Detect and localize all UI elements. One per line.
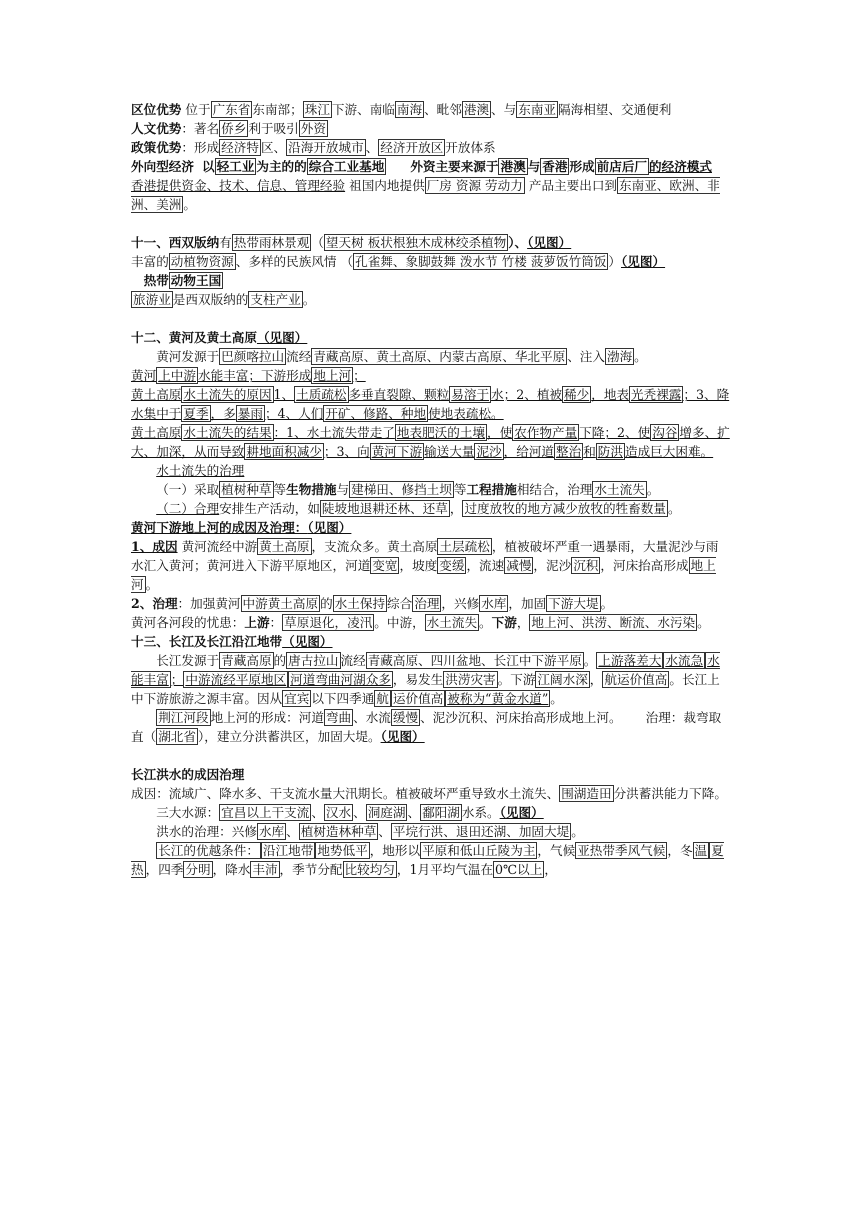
text: 、	[311, 805, 324, 820]
answer-box: 巴颜喀拉山	[221, 349, 285, 364]
section-heading: 十二、黄河及黄土高原	[131, 330, 257, 345]
text: ，四季	[145, 862, 184, 877]
answer-box: 航运价值高	[604, 672, 668, 687]
text: 等	[453, 482, 467, 497]
text: （二）合理	[156, 501, 220, 516]
answer-box: 宜宾	[284, 691, 310, 706]
text: 、	[286, 824, 299, 839]
answer-box: 治理	[414, 596, 440, 611]
answer-box: 渤海	[606, 349, 633, 364]
answer-box: 热带雨林景观	[233, 235, 310, 250]
text: 外资主要来源于	[410, 159, 499, 174]
text: ，1月平均气温在	[396, 862, 494, 877]
answer-box: 唐古拉山	[288, 653, 339, 668]
text: ）	[608, 254, 621, 269]
text: ，坡度	[399, 558, 438, 573]
answer-box: 沉积	[573, 558, 599, 573]
answer-box: 比较均匀	[344, 862, 395, 877]
text: 的经济模式	[649, 159, 712, 174]
text: 、泥沙沉积、河床抬高形成地上河。	[420, 710, 622, 725]
answer-box: 动物王国	[170, 273, 222, 288]
text: 治理：裁弯取直（	[131, 710, 722, 744]
answer-box: 农作物产量	[514, 425, 578, 440]
suspended-river-control-paragraph	[131, 594, 731, 613]
answer-box: 综合工业基地	[308, 159, 385, 174]
answer-box: 下游大堤	[548, 596, 599, 611]
text: ），建立分洪蓄洪区，加固大堤。	[197, 729, 381, 744]
text: 相结合，治理	[516, 482, 593, 497]
erosion-result-paragraph	[131, 423, 731, 461]
see-figure-link[interactable]: （见图）	[282, 634, 333, 649]
text: 。	[550, 691, 563, 706]
text: 是西双版纳的	[172, 292, 249, 307]
answer-box: 变宽	[372, 558, 398, 573]
text: ：形成	[181, 140, 220, 155]
text: ，兴修	[441, 596, 480, 611]
answer-box: 外资	[300, 121, 326, 136]
text: 下游、南临	[331, 102, 395, 117]
text: 造成巨大困难。	[624, 444, 714, 459]
text: 为主的的	[256, 159, 307, 174]
text: 、多样的民族风情 （	[235, 254, 354, 269]
answer-box: 港澳	[463, 102, 490, 117]
culture-advantage-paragraph	[131, 119, 731, 138]
answer-box: 沿江地带	[262, 843, 314, 858]
answer-box: 水流急	[665, 653, 704, 668]
answer-box: 港澳	[500, 159, 526, 174]
answer-box: 草原退化，凌汛	[284, 615, 373, 630]
answer-box: 水土保持	[334, 596, 386, 611]
text: ，季节分配	[279, 862, 343, 877]
section-heading: 十一、西双版纳	[131, 235, 220, 250]
xishuangbanna-paragraph	[131, 233, 731, 252]
text: 黄河发源于	[156, 349, 220, 364]
answer-box: 水能丰富	[131, 653, 720, 687]
text: 与	[527, 159, 541, 174]
answer-box: 地上河	[131, 558, 716, 592]
text: 。	[634, 349, 647, 364]
answer-box: 光秃裸露	[631, 387, 682, 402]
erosion-cause-paragraph	[131, 385, 731, 423]
text: （	[311, 235, 324, 250]
text: ：加强黄河	[177, 596, 241, 611]
answer-box: 耕地面积减少	[246, 444, 322, 459]
answer-box: 黄河下游	[371, 444, 423, 459]
yellow-river-hydro-paragraph	[131, 366, 731, 385]
answer-box: 动植物资源	[170, 254, 234, 269]
location-advantage-paragraph	[131, 100, 731, 119]
text: 热带	[143, 273, 169, 288]
answer-box: 地势低平	[317, 843, 368, 858]
text: 水系。	[461, 805, 500, 820]
text: 分洪蓄洪能力下降。	[613, 786, 727, 801]
text: 流经	[340, 653, 366, 668]
answer-box: 长江的优越条件：	[158, 843, 259, 858]
answer-box: 夏热	[131, 843, 724, 877]
text: 香港提供资金、技术、信息、管理经验	[131, 178, 346, 193]
text: （一）采取	[156, 482, 220, 497]
answer-box: 青藏高原	[221, 653, 272, 668]
answer-box: 地上河	[313, 368, 352, 383]
text: ；4、人们	[264, 406, 324, 421]
text: 位于	[185, 102, 211, 117]
text: 下游	[491, 615, 517, 630]
text: 、与	[491, 102, 517, 117]
text: 。长江上中下游旅游之源丰富。因从	[131, 672, 720, 706]
text: 输送大量	[424, 444, 475, 459]
text: 流经	[286, 349, 312, 364]
answer-box: 稀少	[564, 387, 590, 402]
text: 。	[667, 501, 681, 516]
text: 东南部；	[252, 102, 303, 117]
answer-box: 经济开放区	[380, 140, 444, 155]
answer-box: 暴雨	[237, 406, 263, 421]
answer-box: 旅游业	[133, 292, 171, 307]
answer-box: 荆江河段	[158, 710, 209, 725]
text: 。	[479, 615, 492, 630]
flood-heading: 长江洪水的成因治理	[131, 767, 245, 782]
answer-box: 温	[694, 843, 708, 858]
tourism-paragraph	[131, 290, 731, 309]
answer-box: 黄土高原	[259, 539, 310, 554]
control-measure-2	[131, 499, 731, 518]
answer-box: 围湖造田	[561, 786, 612, 801]
heading: 人文优势	[131, 121, 182, 136]
text: 2、治理	[131, 596, 178, 611]
answer-box: 水土流失	[426, 615, 478, 630]
answer-box: 地表肥沃的土壤	[396, 425, 486, 440]
text: 工程措施	[466, 482, 517, 497]
text: 生物措施	[286, 482, 337, 497]
text: 、水流	[353, 710, 391, 725]
xishuangbanna-culture-paragraph	[131, 252, 731, 271]
text: 开放体系	[445, 140, 496, 155]
text: 增多、扩大、加深，从而导致	[131, 425, 730, 459]
answer-box: 防洪	[597, 444, 623, 459]
text: 丰富的	[131, 254, 169, 269]
answer-box: 洞庭湖	[367, 805, 406, 820]
flood-cause-paragraph	[131, 784, 731, 803]
text: 、注入	[567, 349, 605, 364]
answer-box: 丰沛	[252, 862, 278, 877]
water-sources-paragraph	[131, 803, 731, 822]
text: ，	[589, 672, 603, 687]
text: 水；2、植被	[491, 387, 563, 402]
answer-box: 亚热带季风气候	[577, 843, 666, 858]
answer-box: 中游流经平原地区	[185, 672, 287, 687]
answer-box: 水土流失的原因	[183, 387, 272, 402]
text: 。下游	[497, 672, 536, 687]
text: 1、成因	[131, 539, 178, 554]
text: 隔海相望、交通便利	[558, 102, 672, 117]
see-figure-link[interactable]: （见图）	[499, 805, 544, 820]
jingjiang-paragraph	[131, 708, 731, 746]
see-figure-link[interactable]: （见图）	[256, 330, 308, 345]
answer-box: 开矿、修路、种地	[325, 406, 427, 421]
yangtze-source-paragraph	[131, 651, 731, 708]
text: 黄土高原	[131, 387, 182, 402]
text: 黄河下游地上河的成因及治理：	[131, 520, 308, 535]
text: 、毗邻	[424, 102, 462, 117]
text: 等	[273, 482, 287, 497]
heading: 外向型经济	[131, 159, 194, 174]
text: 黄河	[131, 368, 157, 383]
suspended-river-heading	[131, 518, 731, 537]
text: ，地形以	[369, 843, 421, 858]
text: 。	[302, 292, 316, 307]
text: 上游	[244, 615, 270, 630]
answer-box: 支柱产业	[250, 292, 301, 307]
text: 洪水的治理：兴修	[156, 824, 257, 839]
text: 。	[697, 615, 710, 630]
answer-box: 厂房 资源 劳动力	[426, 178, 523, 193]
text: 。	[183, 197, 196, 212]
text: ，	[516, 615, 530, 630]
answer-box: 平垸行洪、退田还湖、加固大堤	[392, 824, 570, 839]
advantages-paragraph	[131, 841, 731, 879]
text: 水能丰富；下游形成	[197, 368, 312, 383]
answer-box: 土层疏松	[439, 539, 490, 554]
answer-box: 河道弯曲河湖众多	[290, 672, 391, 687]
answer-box: 植树造林种草	[300, 824, 377, 839]
section-heading: 十三、长江及长江沿江地带	[131, 634, 283, 649]
answer-box: 沟谷	[652, 425, 678, 440]
text: 以	[201, 159, 215, 174]
text: 区、	[260, 140, 287, 155]
answer-box: 0℃以上	[495, 862, 543, 877]
answer-box: 鄱阳湖	[422, 805, 460, 820]
answer-box: 水库	[258, 824, 285, 839]
text: ；	[353, 368, 366, 383]
yellow-river-source-paragraph	[131, 347, 731, 366]
answer-box: 缓慢	[392, 710, 419, 725]
text: ：1、水土流失带走了	[273, 425, 395, 440]
answer-box: 易溶于	[451, 387, 490, 402]
river-sections-paragraph	[131, 613, 731, 632]
answer-box: 湖北省	[158, 729, 196, 744]
text: 综合	[387, 596, 413, 611]
answer-box: 经济特	[221, 140, 259, 155]
answer-box: 运价值高	[392, 691, 444, 706]
answer-box: 东南亚、欧洲、非洲、美洲	[131, 178, 720, 212]
answer-box: 弯曲	[325, 710, 352, 725]
answer-box: 泥沙	[476, 444, 502, 459]
text: ，	[449, 501, 463, 516]
answer-box: 土质疏松	[296, 387, 347, 402]
text: ：	[269, 615, 283, 630]
answer-box: 过度放牧的地方减少放牧的牲畜数量	[464, 501, 666, 516]
text: 下降；2、使	[579, 425, 651, 440]
answer-box: 水库	[481, 596, 507, 611]
text: ，易发生	[392, 672, 444, 687]
see-figure-link[interactable]: （见图）	[621, 254, 666, 269]
text: 和	[583, 444, 596, 459]
answer-box: 青藏高原、黄土高原、内蒙古高原、华北平原	[313, 349, 566, 364]
answer-box: 上中游	[158, 368, 196, 383]
answer-box: 建梯田、修挡土坝	[351, 482, 452, 497]
text: 。	[571, 824, 584, 839]
answer-box: 减慢	[506, 558, 532, 573]
text: 、	[378, 824, 391, 839]
yellow-river-heading	[131, 328, 731, 347]
see-figure-link[interactable]: （见图）	[527, 235, 572, 250]
answer-box: 江阔水深	[537, 672, 588, 687]
text: ）、	[508, 235, 528, 250]
answer-box: 中游黄土高原	[242, 596, 319, 611]
heading: 政策优势	[131, 140, 182, 155]
see-figure-link[interactable]: （见图）	[307, 520, 352, 535]
answer-box: 汉水	[325, 805, 352, 820]
see-figure-link[interactable]: （见图）	[380, 729, 425, 744]
answer-box: 上游落差大	[598, 653, 662, 668]
text: ，使	[487, 425, 513, 440]
text: 祖国内地提供	[349, 178, 425, 193]
answer-box: 分明	[185, 862, 211, 877]
text: 黄河流经中游	[181, 539, 258, 554]
text: ，支流众多。黄土高原	[311, 539, 438, 554]
text: ，流速	[466, 558, 505, 573]
answer-box: 陡坡地退耕还林、还草	[321, 501, 448, 516]
yangtze-heading	[131, 632, 731, 651]
answer-box: 东南亚	[518, 102, 557, 117]
text: ；	[170, 672, 184, 687]
text: 。	[583, 653, 597, 668]
answer-box: 侨乡	[221, 121, 247, 136]
erosion-control-heading: 水土流失的治理	[156, 463, 245, 478]
text: 利于吸引	[248, 121, 299, 136]
answer-box: 前店后厂	[596, 159, 648, 174]
answer-box: 航	[376, 691, 389, 706]
policy-advantage-paragraph	[131, 138, 731, 157]
text: 有	[219, 235, 232, 250]
text: 形成	[569, 159, 595, 174]
text: 与	[336, 482, 350, 497]
text: ，地表	[591, 387, 629, 402]
animal-kingdom-heading	[131, 271, 731, 290]
text: ；3、降水集中于	[131, 387, 730, 421]
answer-box: 轻工业	[216, 159, 255, 174]
answer-box: 被称为“黄金水道”	[447, 691, 549, 706]
answer-box: 水土流失	[594, 482, 645, 497]
text: 1、	[273, 387, 295, 402]
answer-box: 洪涝灾害	[445, 672, 496, 687]
text: 多垂直裂隙、颗粒	[348, 387, 450, 402]
text: 。	[600, 596, 614, 611]
suspended-river-cause-paragraph	[131, 537, 731, 594]
text: ，	[544, 862, 557, 877]
text: 。	[646, 482, 660, 497]
text: 的	[320, 596, 333, 611]
text: 。	[145, 577, 159, 592]
answer-box: 宜昌以上干支流	[221, 805, 310, 820]
text: 成因：流域广、降水多、干支流水量大汛期长。植被破坏严重导致水土流失、	[131, 786, 560, 801]
answer-box: 南海	[396, 102, 423, 117]
answer-box: 地上河、洪涝、断流、水污染	[531, 615, 696, 630]
answer-box: 孔雀舞、象脚鼓舞 泼水节 竹楼 菠萝饭竹筒饭	[355, 254, 607, 269]
export-economy-paragraph	[131, 157, 731, 214]
answer-box: 整治	[556, 444, 582, 459]
answer-box: 植树种草	[221, 482, 272, 497]
text: 地上河的形成：河道	[210, 710, 324, 725]
answer-box: 香港	[542, 159, 568, 174]
text: 。中游，	[374, 615, 425, 630]
answer-box: 珠江	[304, 102, 330, 117]
answer-box: 平原和低山丘陵为主	[422, 843, 536, 858]
answer-box: 沿海开放城市	[288, 140, 364, 155]
heading: 区位优势	[131, 102, 182, 117]
text: ，河床抬高形成	[600, 558, 689, 573]
answer-box: 青藏高原、四川盆地、长江中下游平原	[367, 653, 582, 668]
text: 、	[365, 140, 379, 155]
text: 以下四季通	[311, 691, 375, 706]
text: 黄土高原	[131, 425, 182, 440]
text: ，加固	[508, 596, 547, 611]
text: ，泥沙	[533, 558, 572, 573]
text: ，冬	[667, 843, 693, 858]
text: ，降水	[212, 862, 251, 877]
text: 长江发源于	[156, 653, 220, 668]
flood-control-paragraph	[131, 822, 731, 841]
text: 黄河各河段的忧患：	[131, 615, 245, 630]
answer-box: 夏季	[183, 406, 209, 421]
document-page	[131, 100, 731, 879]
answer-box: 变缓	[439, 558, 465, 573]
text: 产品主要出口到	[528, 178, 618, 193]
answer-box: 水土流失的结果	[183, 425, 272, 440]
text: ；3、向	[323, 444, 370, 459]
text: 安排生产活动，如	[219, 501, 320, 516]
text: ，气候	[537, 843, 576, 858]
text: ，给河道	[503, 444, 555, 459]
text: ，多	[210, 406, 236, 421]
text: ，植被破坏严重一遇暴雨，大量泥沙与雨水汇入黄河；黄河进入下游平原地区，河道	[131, 539, 719, 573]
answer-box: 望天树 板状根独木成林绞杀植物	[325, 235, 507, 250]
text: 、	[353, 805, 366, 820]
control-measure-1	[131, 480, 731, 499]
text: ：著名	[181, 121, 220, 136]
text: 使地表疏松。	[428, 406, 504, 421]
answer-box: 广东省	[212, 102, 251, 117]
text: 的	[273, 653, 287, 668]
text: 、	[407, 805, 421, 820]
text: 三大水源：	[156, 805, 220, 820]
